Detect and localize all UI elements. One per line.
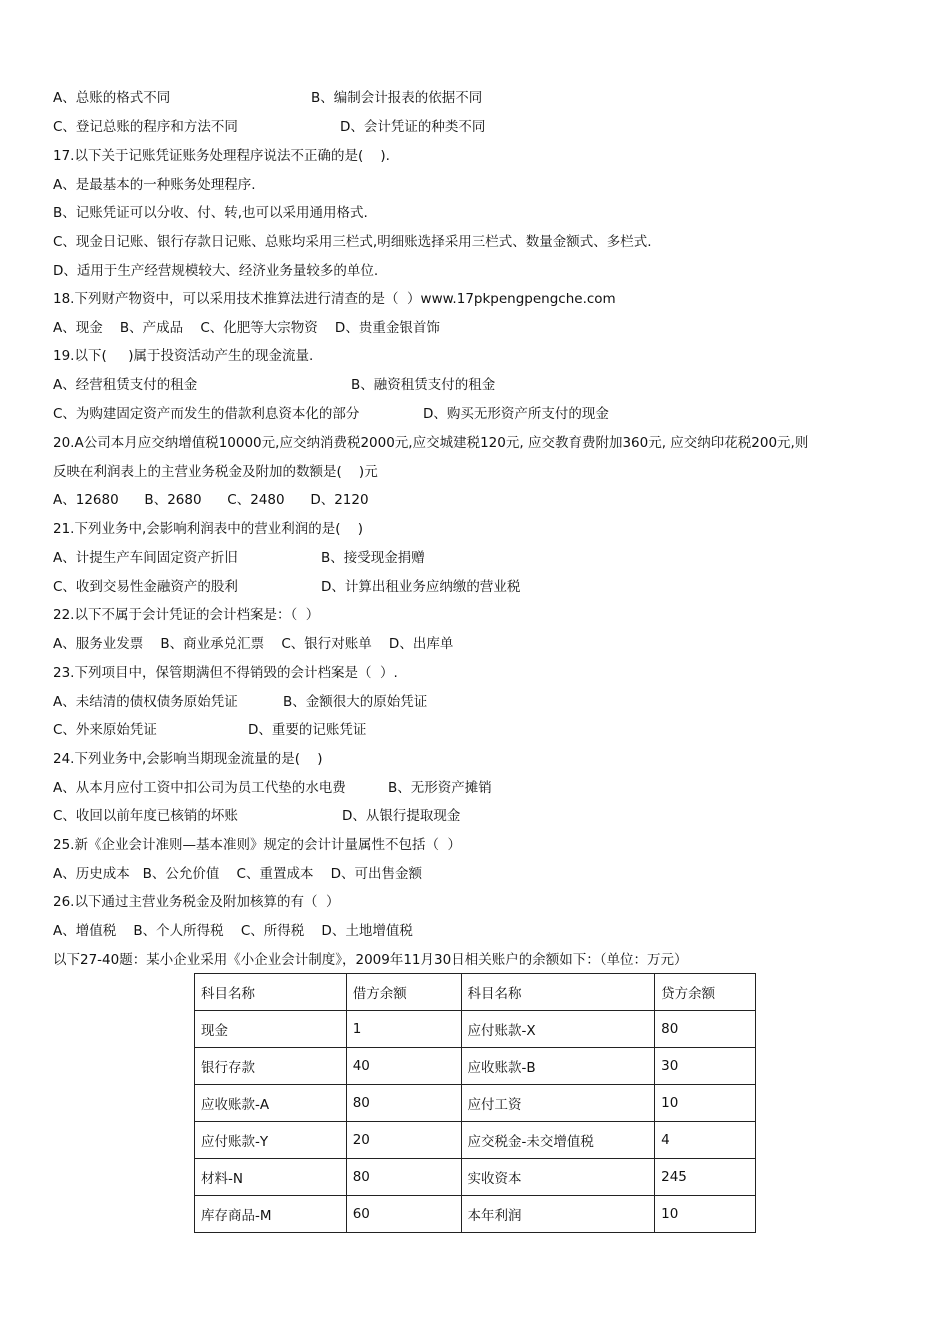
option-text: B、无形资产摊销 [388,780,492,796]
table-cell: 80 [346,1159,461,1196]
table-cell: 现金 [195,1011,347,1048]
text-line: D、适用于生产经营规模较大、经济业务量较多的单位. [53,263,379,279]
option-text: C、收到交易性金融资产的股利 [53,579,238,595]
table-cell: 10 [655,1085,756,1122]
text-line: A、12680 B、2680 C、2480 D、2120 [53,492,369,508]
option-text: A、从本月应付工资中扣公司为员工代垫的水电费 [53,780,346,796]
text-line: B、记账凭证可以分收、付、转,也可以采用通用格式. [53,205,368,221]
option-text: B、接受现金捐赠 [321,550,425,566]
table-cell: 60 [346,1196,461,1233]
option-text: A、经营租赁支付的租金 [53,377,198,393]
option-text: B、金额很大的原始凭证 [283,694,428,710]
table-row [195,1196,756,1233]
option-text: B、编制会计报表的依据不同 [311,90,483,106]
table-cell: 1 [346,1011,461,1048]
text-line [53,692,428,712]
option-text: C、登记总账的程序和方法不同 [53,119,238,135]
table-header-cell: 借方余额 [346,974,461,1011]
text-line: 反映在利润表上的主营业务税金及附加的数额是( )元 [53,464,378,480]
option-text: C、为购建固定资产而发生的借款利息资本化的部分 [53,406,360,422]
text-line [53,577,521,597]
table-cell: 80 [346,1085,461,1122]
option-text: B、融资租赁支付的租金 [351,377,496,393]
option-text: D、购买无形资产所支付的现金 [423,406,609,422]
table-cell: 应付账款-X [461,1011,655,1048]
option-text: A、计提生产车间固定资产折旧 [53,550,238,566]
table-cell: 本年利润 [461,1196,655,1233]
text-line: 25.新《企业会计准则—基本准则》规定的会计计量属性不包括（ ） [53,837,462,853]
text-line: A、增值税 B、个人所得税 C、所得税 D、土地增值税 [53,923,413,939]
table-header-cell: 科目名称 [461,974,655,1011]
table-row [195,1011,756,1048]
table-cell: 245 [655,1159,756,1196]
text-line [53,404,609,424]
text-line: 18.下列财产物资中，可以采用技术推算法进行清查的是（ ）www.17pkpengpengche.com [53,291,616,307]
option-text: C、外来原始凭证 [53,722,157,738]
table-row [195,1085,756,1122]
text-line [53,88,483,108]
table-header-cell: 贷方余额 [655,974,756,1011]
table-cell: 应收账款-A [195,1085,347,1122]
table-cell: 库存商品-M [195,1196,347,1233]
option-text: D、计算出租业务应纳缴的营业税 [321,579,521,595]
table-cell: 应交税金-未交增值税 [461,1122,655,1159]
table-cell: 实收资本 [461,1159,655,1196]
table-cell: 应收账款-B [461,1048,655,1085]
text-line: 20.A公司本月应交纳增值税10000元,应交纳消费税2000元,应交城建税120元, 应交教育费附加360元, 应交纳印花税200元,则 [53,435,809,451]
table-header-cell: 科目名称 [195,974,347,1011]
option-text: A、未结清的债权债务原始凭证 [53,694,238,710]
text-line: 19.以下( )属于投资活动产生的现金流量. [53,348,314,364]
text-line: 21.下列业务中,会影响利润表中的营业利润的是( ) [53,521,363,537]
text-line [53,548,425,568]
text-line: 23.下列项目中，保管期满但不得销毁的会计档案是（ ）. [53,665,398,681]
text-line: 以下27-40题：某小企业采用《小企业会计制度》，2009年11月30日相关账户的余额如下：（单位：万元） [53,952,688,968]
table-cell: 30 [655,1048,756,1085]
option-text: D、会计凭证的种类不同 [340,119,486,135]
table-cell: 20 [346,1122,461,1159]
account-balance-table [194,973,756,1233]
text-line [53,720,367,740]
text-line [53,778,492,798]
text-line: C、现金日记账、银行存款日记账、总账均采用三栏式,明细账选择采用三栏式、数量金额式、多栏式. [53,234,652,250]
text-line [53,806,461,826]
table-cell: 10 [655,1196,756,1233]
table-cell: 40 [346,1048,461,1085]
option-text: D、从银行提取现金 [342,808,461,824]
text-line: A、服务业发票 B、商业承兑汇票 C、银行对账单 D、出库单 [53,636,454,652]
table-row [195,1122,756,1159]
table-cell: 应付工资 [461,1085,655,1122]
text-line: 24.下列业务中,会影响当期现金流量的是( ) [53,751,323,767]
text-line: 22.以下不属于会计凭证的会计档案是：（ ） [53,607,320,623]
text-line: A、是最基本的一种账务处理程序. [53,177,256,193]
text-line: 26.以下通过主营业务税金及附加核算的有（ ） [53,894,340,910]
table-row [195,1048,756,1085]
text-line [53,117,486,137]
table-cell: 应付账款-Y [195,1122,347,1159]
table-cell: 80 [655,1011,756,1048]
option-text: D、重要的记账凭证 [248,722,367,738]
option-text: A、总账的格式不同 [53,90,171,106]
table-cell: 材料-N [195,1159,347,1196]
text-line [53,375,496,395]
text-line: A、现金 B、产成品 C、化肥等大宗物资 D、贵重金银首饰 [53,320,440,336]
table-row [195,1159,756,1196]
text-line: A、历史成本 B、公允价值 C、重置成本 D、可出售金额 [53,866,423,882]
table-cell: 银行存款 [195,1048,347,1085]
option-text: C、收回以前年度已核销的坏账 [53,808,238,824]
table-cell: 4 [655,1122,756,1159]
table-header-row [195,974,756,1011]
text-line: 17.以下关于记账凭证账务处理程序说法不正确的是( ). [53,148,390,164]
